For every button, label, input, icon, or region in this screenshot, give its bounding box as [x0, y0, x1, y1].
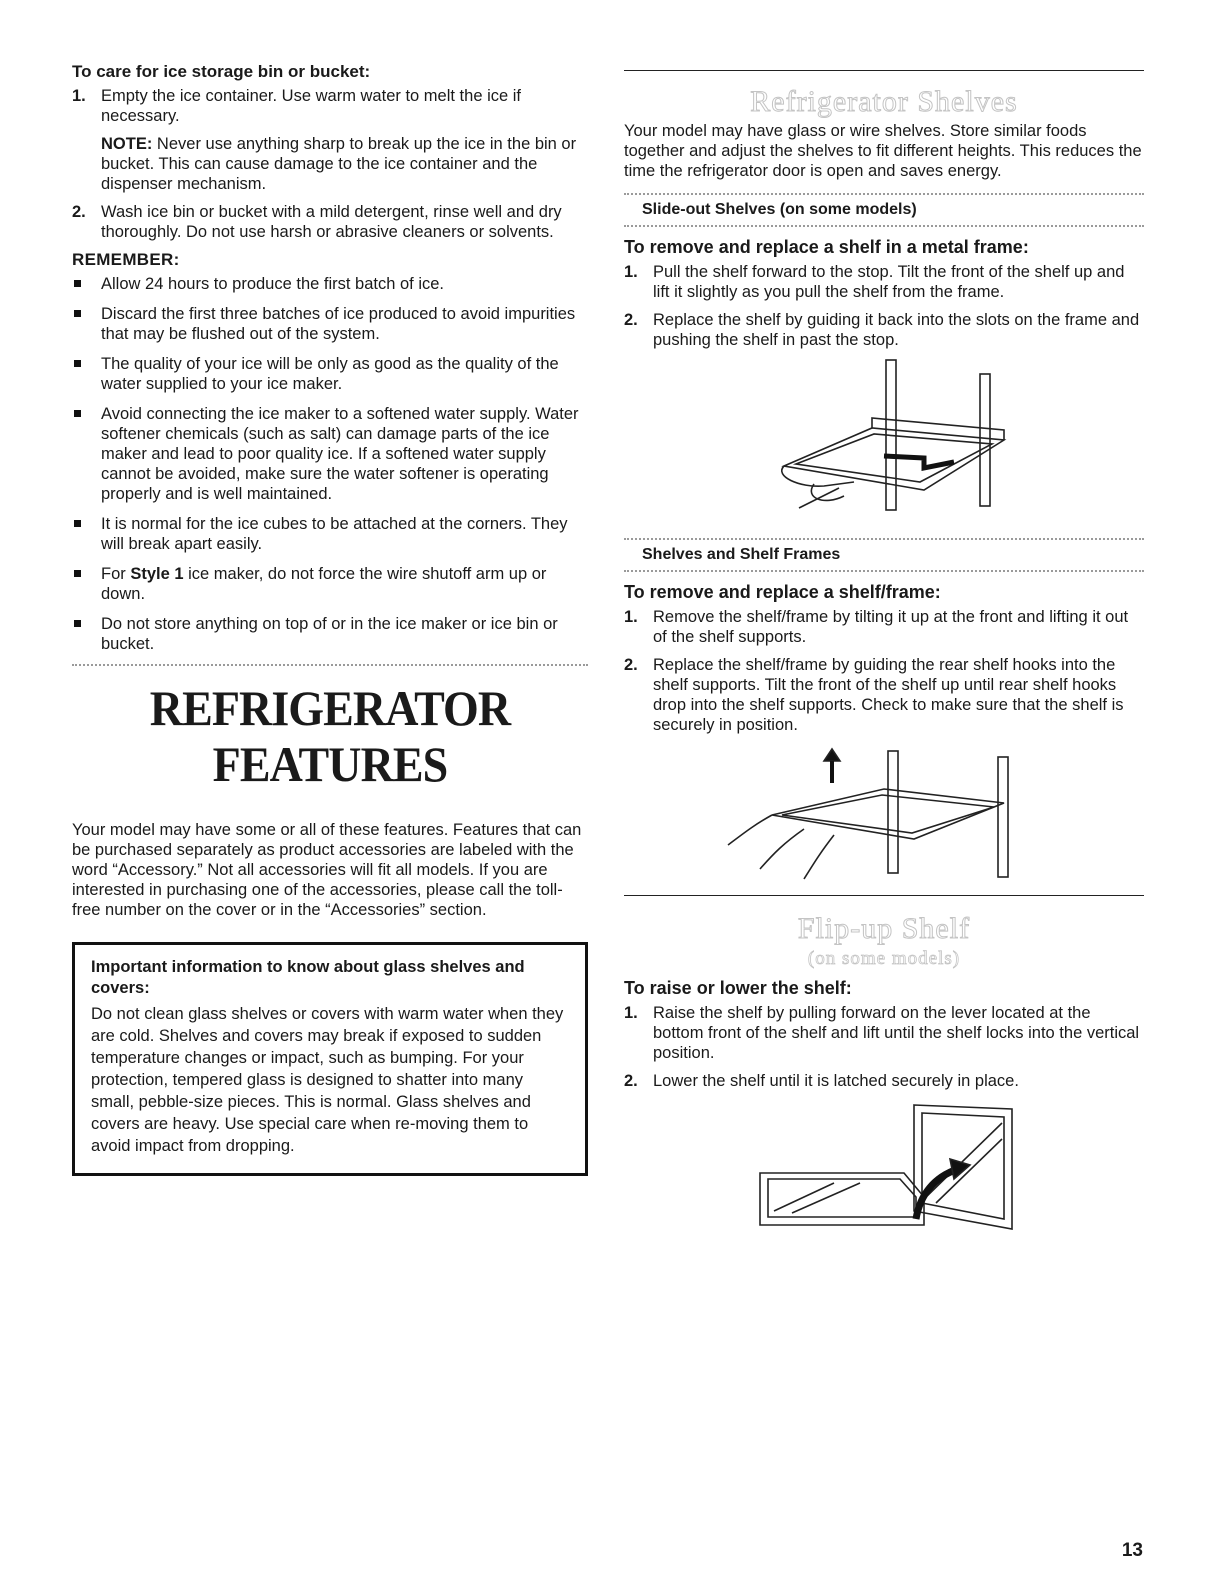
- bullet-icon: [74, 570, 81, 577]
- list-item-text: The quality of your ice will be only as good as the quality of the water supplied to your ice maker.: [101, 355, 559, 393]
- right-column: [624, 70, 1144, 1239]
- list-item-text: It is normal for the ice cubes to be attached at the corners. They will break apart easily.: [101, 515, 568, 553]
- features-title-line2: FEATURES: [212, 736, 448, 792]
- step-text: Remove the shelf/frame by tilting it up at the front and lifting it out of the shelf supports.: [653, 608, 1129, 646]
- glass-info-box: [72, 942, 588, 1176]
- ice-step-1: [72, 86, 588, 194]
- metal-frame-steps: [624, 262, 1144, 350]
- features-title-line1: REFRIGERATOR: [149, 680, 511, 736]
- flip-step-2: [624, 1071, 1144, 1091]
- bullet-icon: [74, 360, 81, 367]
- step-number: 2.: [72, 203, 86, 221]
- bullet-icon: [74, 620, 81, 627]
- list-item: [72, 354, 588, 394]
- list-item-text: For: [101, 565, 131, 583]
- frame-step-1: [624, 607, 1144, 647]
- step-text: Raise the shelf by pulling forward on the lever located at the bottom front of the shelf and lift until the shelf locks into the vertical position.: [653, 1004, 1140, 1062]
- list-item-text: Avoid connecting the ice maker to a softened water supply. Water softener chemicals (such as salt) can damage parts of the ice maker and lead to poor quality ice. If a softened water supply cannot be avoided, make sure the water softener is operating properly and is well maintained.: [101, 405, 579, 503]
- step-number: 1.: [624, 608, 638, 626]
- flip-heading: To raise or lower the shelf:: [624, 978, 852, 998]
- remember-list: [72, 274, 588, 654]
- list-item: [72, 304, 588, 344]
- slideout-shelf-illustration: [624, 358, 1144, 528]
- ice-step-2: [72, 202, 588, 242]
- features-intro: Your model may have some or all of these features. Features that can be purchased separately as product accessories are labeled with the word “Accessory.” Not all accessories will fit all models. If you are interested in purchasing one of the accessories, please call the toll-free number on the cover or in the “Accessories” section.: [72, 821, 582, 919]
- remember-heading: REMEMBER:: [72, 250, 180, 269]
- flip-subtitle: (on some models): [807, 948, 961, 969]
- bullet-icon: [74, 520, 81, 527]
- step-number: 1.: [624, 263, 638, 281]
- list-item: [72, 404, 588, 504]
- list-item-text: Do not store anything on top of or in the ice maker or ice bin or bucket.: [101, 615, 558, 653]
- list-item: [72, 614, 588, 654]
- left-column: [72, 62, 588, 1176]
- bullet-icon: [74, 310, 81, 317]
- section-rule: [624, 70, 1144, 71]
- step-text: Replace the shelf/frame by guiding the rear shelf hooks into the shelf supports. Tilt the front of the shelf up until rear shelf hooks drop into the shelf supports. Check to make sure that the shelf is securely in position.: [653, 656, 1124, 734]
- metal-frame-heading: To remove and replace a shelf in a metal frame:: [624, 237, 1029, 257]
- metal-step-1: [624, 262, 1144, 302]
- bar-bottom-rule: [624, 225, 1144, 227]
- step-text: Pull the shelf forward to the stop. Tilt the front of the shelf up and lift it slightly as you pull the shelf from the frame.: [653, 263, 1125, 301]
- flip-step-1: [624, 1003, 1144, 1063]
- list-item-text: Discard the first three batches of ice produced to avoid impurities that may be flushed out of the system.: [101, 305, 576, 343]
- frames-bar: Shelves and Shelf Frames: [642, 546, 841, 563]
- list-item-text: ice maker, do not force the wire shutoff arm up or down.: [101, 565, 547, 603]
- list-item: [72, 514, 588, 554]
- shelves-title: Refrigerator Shelves: [750, 85, 1018, 118]
- step-number: 2.: [624, 656, 638, 674]
- section-rule: [624, 895, 1144, 896]
- section-divider: [72, 664, 588, 666]
- step-text: Replace the shelf by guiding it back into the slots on the frame and pushing the shelf in past the stop.: [653, 311, 1140, 349]
- bullet-icon: [74, 410, 81, 417]
- infobox-heading: Important information to know about glass shelves and covers:: [91, 958, 525, 997]
- list-item: [72, 564, 588, 604]
- ice-care-steps: [72, 86, 588, 242]
- flip-up-shelf-illustration: [624, 1099, 1144, 1239]
- step-number: 2.: [624, 1072, 638, 1090]
- step-number: 1.: [624, 1004, 638, 1022]
- step-number: 1.: [72, 87, 86, 105]
- ice-care-heading: To care for ice storage bin or bucket:: [72, 62, 371, 81]
- step-text: Lower the shelf until it is latched securely in place.: [653, 1072, 1019, 1090]
- style-label: Style 1: [130, 565, 184, 583]
- step-text: Wash ice bin or bucket with a mild detergent, rinse well and dry thoroughly. Do not use harsh or abrasive cleaners or solvents.: [101, 203, 562, 241]
- infobox-text: Do not clean glass shelves or covers with warm water when they are cold. Shelves and covers may break if exposed to sudden temperature changes or impact, such as bumping. For your protection, tempered glass is designed to shatter into many small, pebble-size pieces. This is normal. Glass shelves and covers are heavy. Use special care when re-moving them to avoid impact from dropping.: [91, 1005, 564, 1155]
- flip-steps: [624, 1003, 1144, 1091]
- note-text: Never use anything sharp to break up the ice in the bin or bucket. This can cause damage to the ice container and the dispenser mechanism.: [101, 135, 577, 193]
- page-number: 13: [1121, 1540, 1143, 1561]
- frame-step-2: [624, 655, 1144, 735]
- shelves-intro: Your model may have glass or wire shelves. Store similar foods together and adjust the shelves to fit different heights. This reduces the time the refrigerator door is open and saves energy.: [624, 122, 1142, 180]
- shelf-frame-illustration: [624, 743, 1144, 883]
- bar-bottom-rule: [624, 570, 1144, 572]
- list-item-text: Allow 24 hours to produce the first batch of ice.: [101, 275, 445, 293]
- step-number: 2.: [624, 311, 638, 329]
- bullet-icon: [74, 280, 81, 287]
- step-text: Empty the ice container. Use warm water to melt the ice if necessary.: [101, 87, 522, 125]
- shelf-frame-steps: [624, 607, 1144, 735]
- shelf-frame-heading: To remove and replace a shelf/frame:: [624, 582, 941, 602]
- note-label: NOTE:: [101, 135, 153, 153]
- flip-title: Flip-up Shelf: [797, 912, 971, 945]
- step-note: [101, 134, 588, 194]
- slideout-bar: Slide-out Shelves (on some models): [642, 201, 917, 218]
- metal-step-2: [624, 310, 1144, 350]
- list-item: [72, 274, 588, 294]
